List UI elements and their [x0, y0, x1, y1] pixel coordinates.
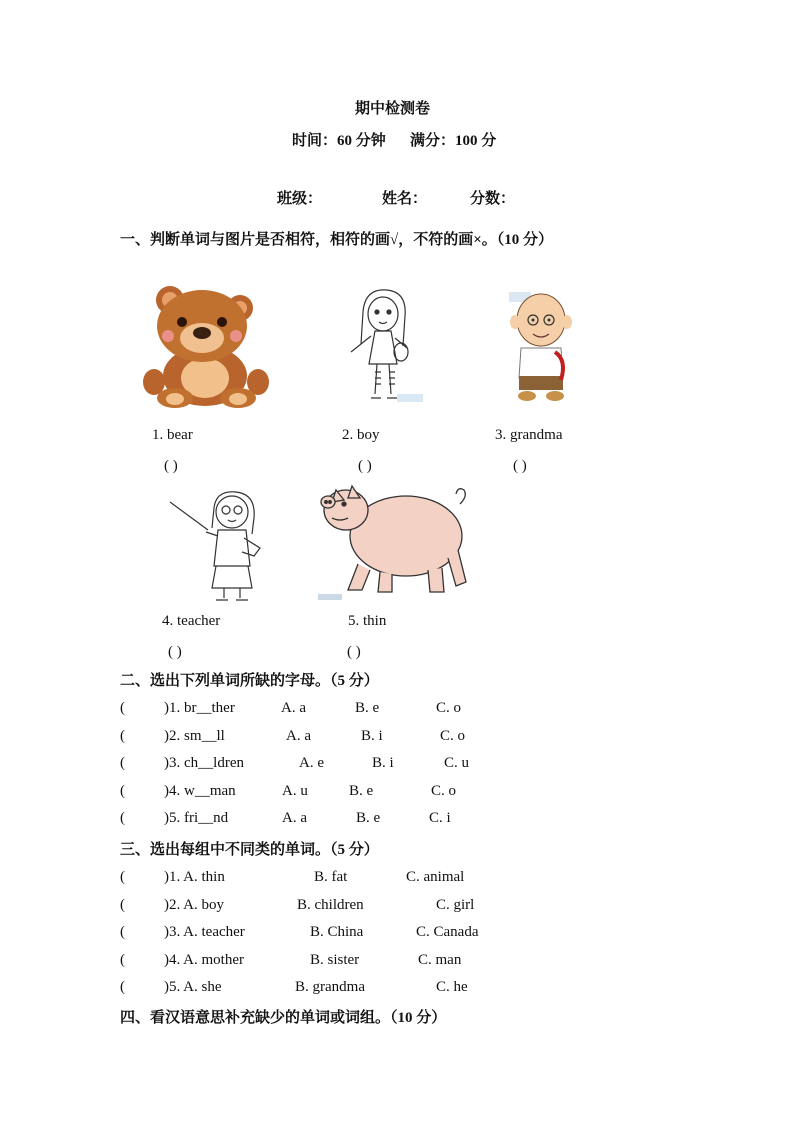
s3-q4-question: )4. A. mother: [164, 952, 244, 968]
girl-picture: [345, 286, 425, 410]
s3-q2-option-c: C. girl: [436, 897, 475, 913]
teddy-bear-picture: [140, 278, 272, 410]
s3-q1-paren[interactable]: (: [120, 869, 125, 885]
section2-heading: 二、选出下列单词所缺的字母。（5 分）: [120, 673, 379, 689]
item3-answer-paren[interactable]: ( ): [513, 458, 527, 474]
s2-q2-option-b: B. i: [361, 728, 383, 744]
item3-label: 3. grandma: [495, 427, 563, 443]
score-label: 分数：: [470, 191, 516, 207]
teddy-bear-icon: [143, 286, 269, 408]
s3-q5-option-b: B. grandma: [295, 979, 365, 995]
teacher-icon: [170, 492, 260, 600]
s3-q4-option-b: B. sister: [310, 952, 360, 968]
pig-picture: [318, 482, 468, 602]
teacher-picture: [166, 488, 266, 602]
s2-q1-question: )1. br__ther: [164, 700, 235, 716]
old-man-picture: [505, 290, 577, 402]
exam-full-score: 满分：100 分: [410, 133, 497, 149]
s3-q3-paren[interactable]: (: [120, 924, 125, 940]
s3-q3-question: )3. A. teacher: [164, 924, 245, 940]
s2-q2-paren[interactable]: (: [120, 728, 125, 744]
s2-q5-paren[interactable]: (: [120, 810, 125, 826]
s2-q5-option-c: C. i: [429, 810, 451, 826]
s2-q3-option-c: C. u: [444, 755, 470, 771]
page-title: 期中检测卷: [355, 101, 431, 117]
s3-q5-paren[interactable]: (: [120, 979, 125, 995]
s2-q2-option-c: C. o: [440, 728, 466, 744]
s3-q4-option-c: C. man: [418, 952, 462, 968]
s2-q2-question: )2. sm__ll: [164, 728, 225, 744]
item5-answer-paren[interactable]: ( ): [347, 644, 361, 660]
s2-q4-option-b: B. e: [349, 783, 374, 799]
s2-q1-option-c: C. o: [436, 700, 462, 716]
s2-q3-paren[interactable]: (: [120, 755, 125, 771]
section3-heading: 三、选出每组中不同类的单词。（5 分）: [120, 842, 379, 858]
item1-answer-paren[interactable]: ( ): [164, 458, 178, 474]
s2-q1-option-a: A. a: [281, 700, 306, 716]
s3-q2-paren[interactable]: (: [120, 897, 125, 913]
section4-heading: 四、看汉语意思补充缺少的单词或词组。（10 分）: [120, 1010, 447, 1026]
s2-q4-paren[interactable]: (: [120, 783, 125, 799]
item2-answer-paren[interactable]: ( ): [358, 458, 372, 474]
pig-icon: [318, 486, 466, 600]
item1-label: 1. bear: [152, 427, 193, 443]
girl-icon: [351, 290, 423, 402]
item4-label: 4. teacher: [162, 613, 221, 629]
s2-q3-question: )3. ch__ldren: [164, 755, 244, 771]
s3-q3-option-b: B. China: [310, 924, 364, 940]
name-label: 姓名：: [382, 191, 428, 207]
s2-q2-option-a: A. a: [286, 728, 311, 744]
s2-q3-option-b: B. i: [372, 755, 394, 771]
s3-q2-question: )2. A. boy: [164, 897, 224, 913]
s3-q2-option-b: B. children: [297, 897, 364, 913]
s2-q4-question: )4. w__man: [164, 783, 236, 799]
s3-q3-option-c: C. Canada: [416, 924, 479, 940]
s2-q1-paren[interactable]: (: [120, 700, 125, 716]
item2-label: 2. boy: [342, 427, 380, 443]
s3-q1-question: )1. A. thin: [164, 869, 225, 885]
s3-q5-question: )5. A. she: [164, 979, 222, 995]
s2-q5-question: )5. fri__nd: [164, 810, 229, 826]
s2-q5-option-a: A. a: [282, 810, 307, 826]
s3-q1-option-c: C. animal: [406, 869, 465, 885]
item5-label: 5. thin: [348, 613, 387, 629]
s3-q5-option-c: C. he: [436, 979, 468, 995]
section1-heading: 一、判断单词与图片是否相符，相符的画√，不符的画×。（10 分）: [120, 232, 554, 248]
item4-answer-paren[interactable]: ( ): [168, 644, 182, 660]
s3-q4-paren[interactable]: (: [120, 952, 125, 968]
s2-q4-option-c: C. o: [431, 783, 457, 799]
exam-time: 时间：60 分钟: [292, 133, 386, 149]
s2-q3-option-a: A. e: [299, 755, 324, 771]
s3-q1-option-b: B. fat: [314, 869, 348, 885]
s2-q5-option-b: B. e: [356, 810, 381, 826]
s2-q1-option-b: B. e: [355, 700, 380, 716]
s2-q4-option-a: A. u: [282, 783, 308, 799]
class-label: 班级：: [277, 191, 323, 207]
old-man-icon: [509, 292, 572, 401]
